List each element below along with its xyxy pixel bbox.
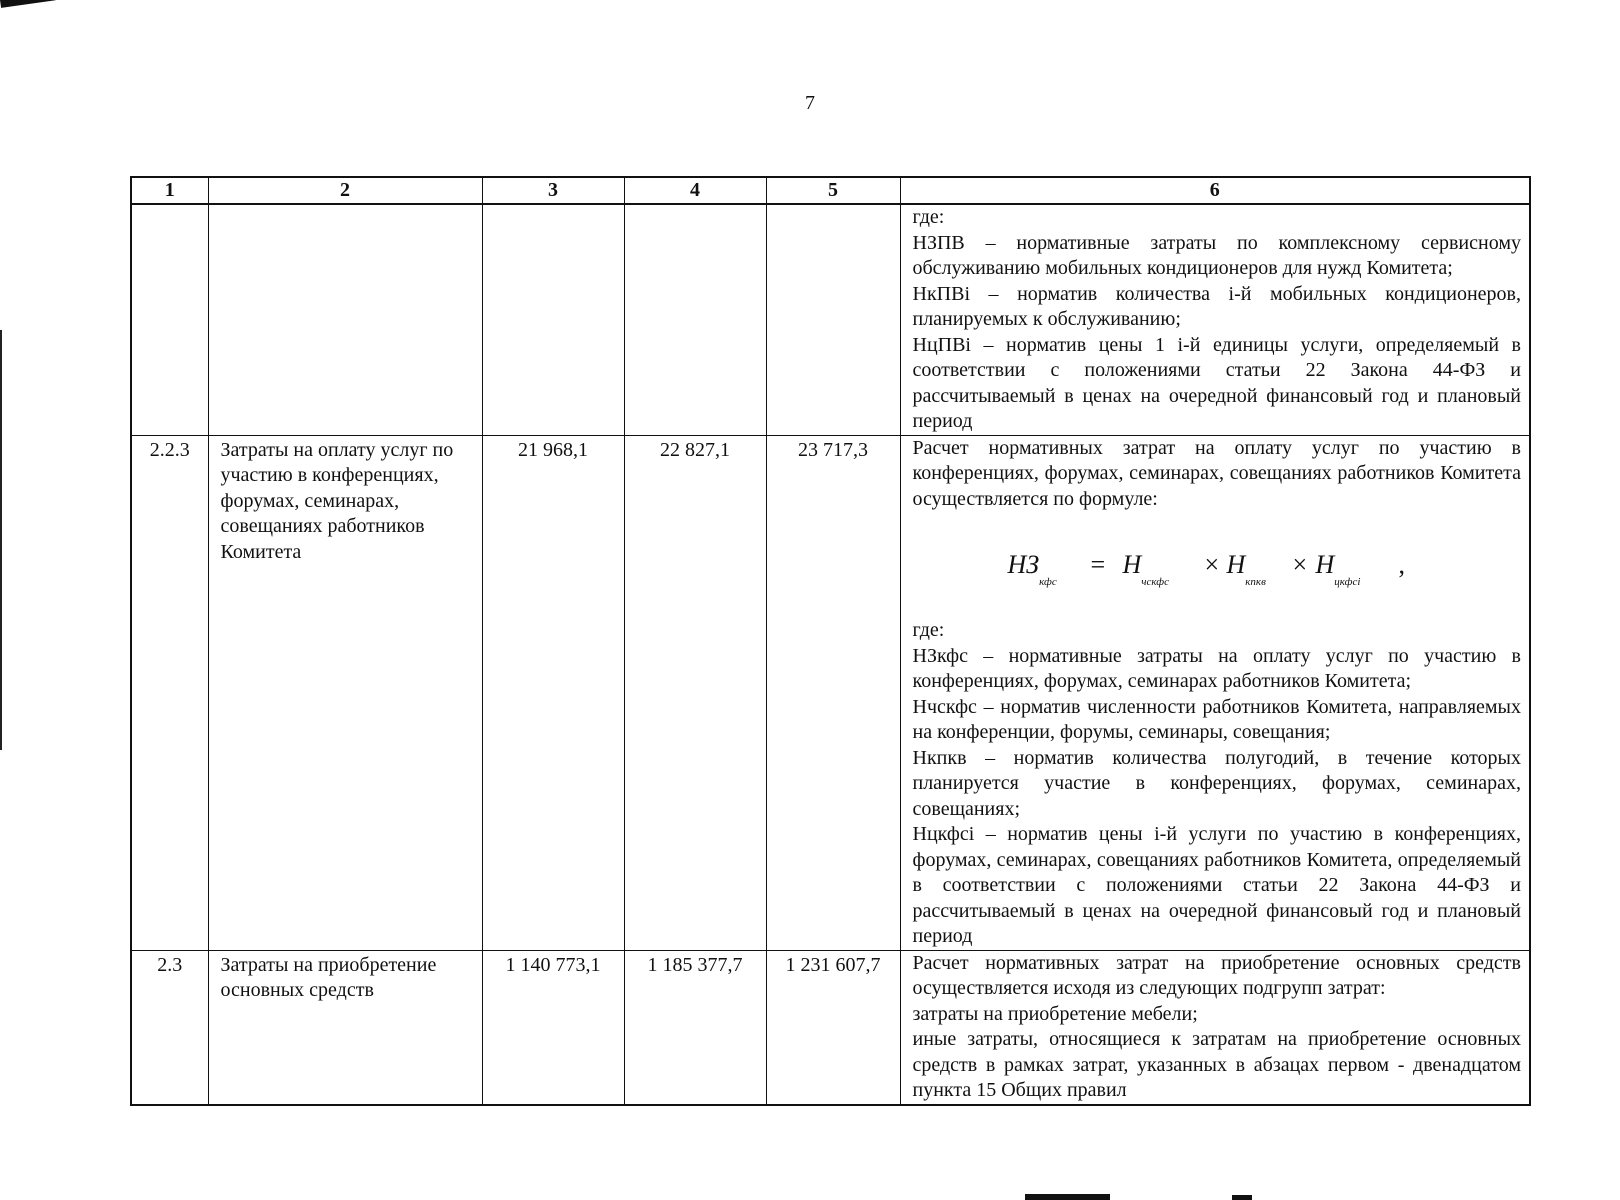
header-col-1: 1 bbox=[131, 177, 208, 204]
header-col-5: 5 bbox=[766, 177, 900, 204]
definition-nzpv: НЗПВ – нормативные затраты по комплексному сервисному обслуживанию мобильных кондиционеров для нужд Комитета; bbox=[912, 231, 1521, 279]
cost-formula bbox=[913, 526, 1522, 604]
formula-term-3: $Н_{цкфсi}$ bbox=[1315, 550, 1361, 588]
cell-code bbox=[131, 204, 208, 435]
table-row-2-2-3 bbox=[131, 435, 1530, 950]
definition-nchskfs: Нчскфс – норматив численности работников Комитета, направляемых на конференции, форумы, семинары, совещания; bbox=[912, 695, 1521, 743]
where-label: где: bbox=[912, 619, 945, 641]
header-col-4: 4 bbox=[624, 177, 766, 204]
cell-name: Затраты на приобретение основных средств bbox=[208, 950, 482, 1105]
cell-code: 2.2.3 bbox=[131, 435, 208, 950]
cell-col4: 22 827,1 bbox=[624, 435, 766, 950]
table-header-row bbox=[131, 177, 1530, 204]
table-row-continuation bbox=[131, 204, 1530, 435]
scan-artifact-bottom-2 bbox=[1232, 1195, 1252, 1200]
formula-term-2: $Н_{кпкв}$ bbox=[1226, 550, 1266, 588]
formula-times-1: × bbox=[1204, 550, 1220, 579]
cell-name bbox=[208, 204, 482, 435]
cell-name: Затраты на оплату услуг по участию в конференциях, форумах, семинарах, совещаниях работников Комитета bbox=[208, 435, 482, 950]
cell-code: 2.3 bbox=[131, 950, 208, 1105]
definition-nckfsi: Нцкфсi – норматив цены i-й услуги по участию в конференциях, форумах, семинарах, совещаниях работников Комитета, определяемый в соответствии с положениями статьи 22 Закона 44-ФЗ и рассчитываемый в ценах на очередной финансовый год и плановый период bbox=[912, 823, 1521, 947]
header-col-6: 6 bbox=[900, 177, 1530, 204]
formula-equals: = bbox=[1090, 550, 1106, 579]
fixed-assets-item-other: иные затраты, относящиеся к затратам на приобретение основных средств в рамках затрат, указанных в абзацах первом - двенадцатом пункта 15 Общих правил bbox=[912, 1028, 1521, 1101]
definition-nkpv: НкПВi – норматив количества i-й мобильных кондиционеров, планируемых к обслуживанию; bbox=[912, 282, 1521, 330]
cell-description bbox=[900, 204, 1530, 435]
definition-nzkfs: НЗкфс – нормативные затраты на оплату услуг по участию в конференциях, форумах, семинарах работников Комитета; bbox=[912, 644, 1521, 692]
cell-col3: 21 968,1 bbox=[482, 435, 624, 950]
fixed-assets-intro: Расчет нормативных затрат на приобретение основных средств осуществляется исходя из следующих подгрупп затрат: bbox=[912, 951, 1521, 999]
header-col-3: 3 bbox=[482, 177, 624, 204]
cell-col4 bbox=[624, 204, 766, 435]
cell-col5: 1 231 607,7 bbox=[766, 950, 900, 1105]
header-col-2: 2 bbox=[208, 177, 482, 204]
page-number: 7 bbox=[805, 92, 815, 114]
cell-col5 bbox=[766, 204, 900, 435]
scan-artifact-top bbox=[0, 0, 56, 8]
cell-description bbox=[900, 950, 1530, 1105]
cell-col5: 23 717,3 bbox=[766, 435, 900, 950]
scan-artifact-left bbox=[0, 330, 2, 750]
scan-artifact-bottom bbox=[1025, 1194, 1110, 1200]
formula-lhs: $НЗ_{кфс}$ bbox=[1007, 550, 1057, 588]
definition-ncpv: НцПВi – норматив цены 1 i-й единицы услуги, определяемый в соответствии с положениями статьи 22 Закона 44-ФЗ и рассчитываемый в ценах на очередной финансовый год и плановый период bbox=[912, 333, 1521, 432]
cost-norms-table bbox=[130, 176, 1531, 1106]
cell-col3: 1 140 773,1 bbox=[482, 950, 624, 1105]
definition-nkpkv: Нкпкв – норматив количества полугодий, в течение которых планируется участие в конференциях, форумах, семинарах, совещаниях; bbox=[912, 746, 1521, 820]
formula-times-2: × bbox=[1292, 550, 1308, 579]
formula-comma: , bbox=[1398, 550, 1405, 579]
fixed-assets-item-furniture: затраты на приобретение мебели; bbox=[912, 1002, 1198, 1025]
formula-term-1: $Н_{чскфс}$ bbox=[1122, 550, 1169, 588]
table-row-2-3 bbox=[131, 950, 1530, 1105]
cell-col3 bbox=[482, 204, 624, 435]
cell-description bbox=[900, 435, 1530, 950]
where-label: где: bbox=[912, 206, 945, 228]
formula-intro: Расчет нормативных затрат на оплату услуг по участию в конференциях, форумах, семинарах, совещаниях работников Комитета осуществляется по формуле: bbox=[912, 436, 1521, 510]
cell-col4: 1 185 377,7 bbox=[624, 950, 766, 1105]
